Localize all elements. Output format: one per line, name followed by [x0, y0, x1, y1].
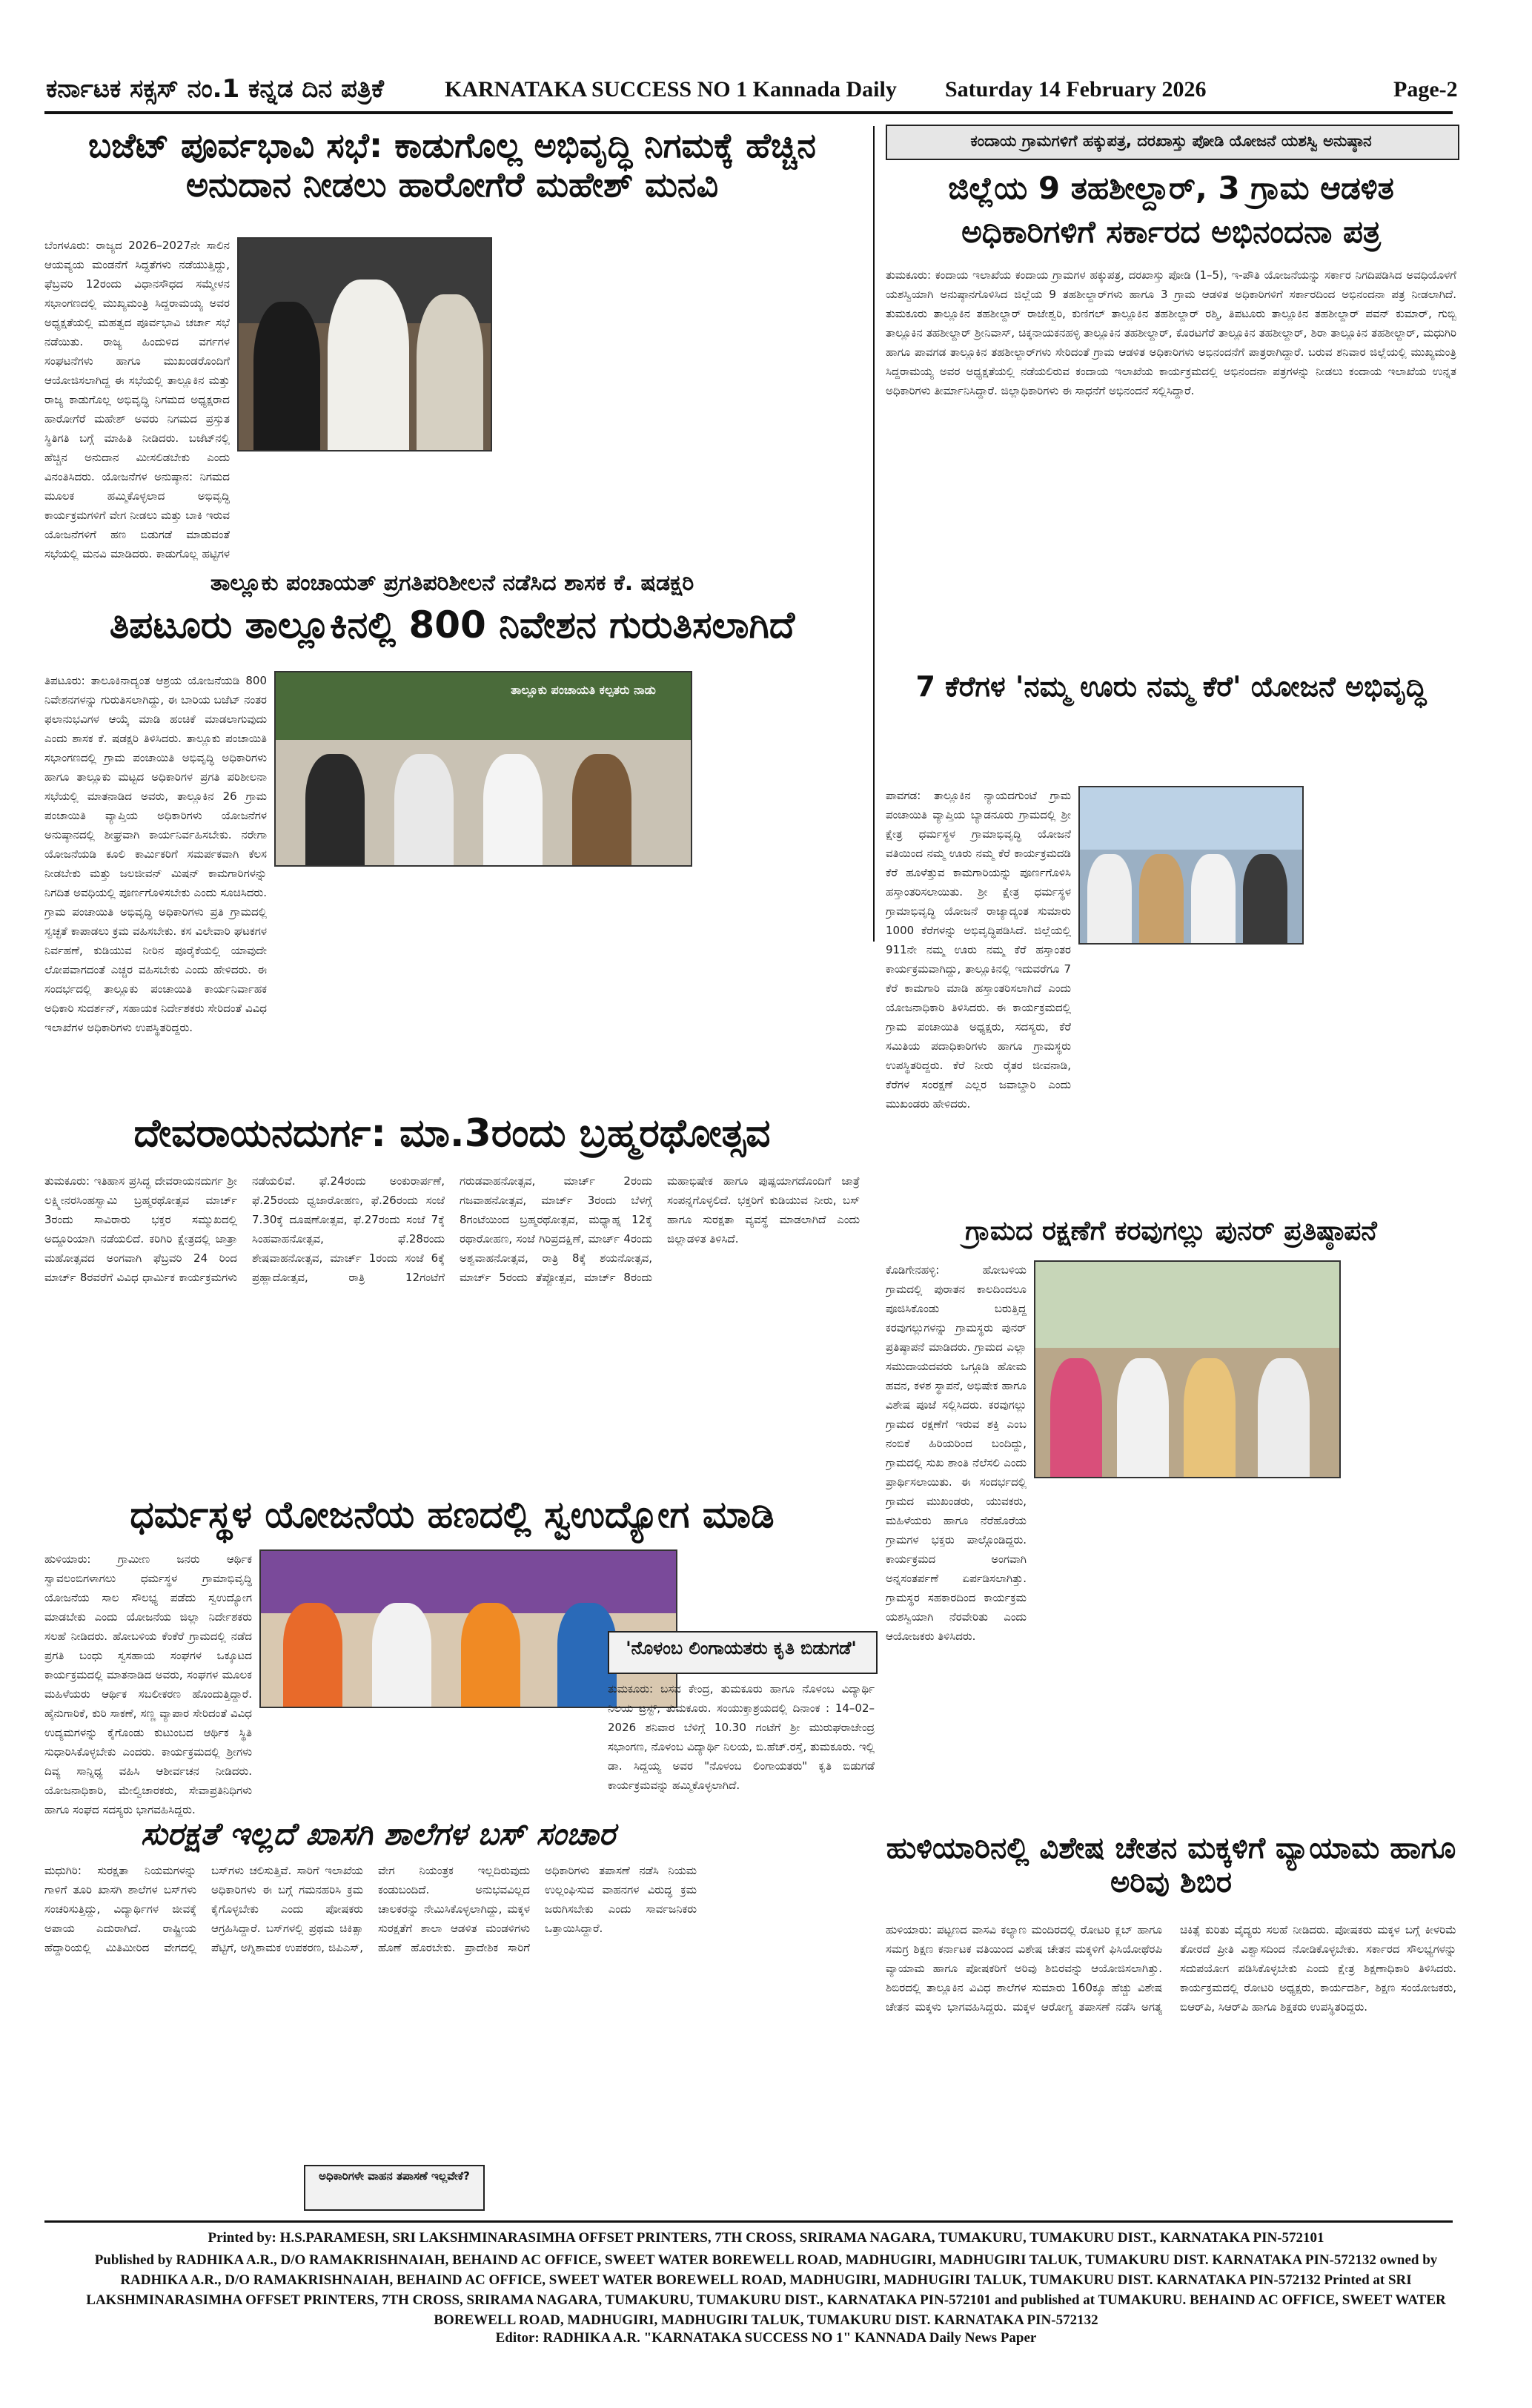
tiptur-photo: [274, 671, 692, 867]
budget-photo: [237, 237, 492, 452]
masthead-brand-kannada: ಕರ್ನಾಟಕ ಸಕ್ಸಸ್ ನಂ.1 ಕನ್ನಡ ದಿನ ಪತ್ರಿಕೆ: [46, 74, 384, 104]
village-guardian-photo: [1034, 1260, 1341, 1478]
tiptur-kicker: ತಾಲ್ಲೂಕು ಪಂಚಾಯತ್ ಪ್ರಗತಿಪರಿಶೀಲನೆ ನಡೆಸಿದ ಶಾಸಕ ಕೆ. ಷಡಕ್ಷರಿ: [210, 570, 694, 596]
village-guardian-body-cont: [1345, 1260, 1456, 1475]
dharmasthala-headline: ಧರ್ಮಸ್ಥಳ ಯೋಜನೆಯ ಹಣದಲ್ಲಿ ಸ್ವಉದ್ಯೋಗ ಮಾಡಿ: [130, 1493, 775, 1536]
felicitation-headline: ಜಿಲ್ಲೆಯ 9 ತಹಶೀಲ್ದಾರ್, 3 ಗ್ರಾಮ ಆಡಳಿತ ಅಧಿಕಾರಿಗಳಿಗೆ ಸರ್ಕಾರದ ಅಭಿನಂದನಾ ಪತ್ರ: [948, 170, 1394, 250]
lakes-photo: [1078, 786, 1304, 945]
tiptur-headline: ತಿಪಟೂರು ತಾಲ್ಲೂಕಿನಲ್ಲಿ 800 ನಿವೇಶನ ಗುರುತಿಸಲಾಗಿದೆ: [109, 603, 795, 646]
felicitation-body: ತುಮಕೂರು: ಕಂದಾಯ ಇಲಾಖೆಯ ಕಂದಾಯ ಗ್ರಾಮಗಳ ಹಕ್ಕುಪತ್ರ, ದರಖಾಸ್ತು ಪೋಡಿ (1–5), ಇ-ಪೌತಿ ಯೋಜನೆಯನ್ನು ಸರ್ಕಾರ ನಿಗದಿಪಡಿಸಿದ ಅವಧಿಯೊಳಗೆ ಯಶಸ್ವಿಯಾಗಿ ಅನುಷ್ಠಾನಗೊಳಿಸಿದ ಜಿಲ್ಲೆಯ 9 ತಹಶೀಲ್ದಾರ್‌ಗಳು ಹಾಗೂ 3 ಗ್ರಾಮ ಆಡಳಿತ ಅಧಿಕಾರಿಗಳಿಗೆ ಸರ್ಕಾರದಿಂದ ಅಭಿನಂದನಾ ಪತ್ರ ನೀಡಲಾಗಿದೆ. ತುಮಕೂರು ತಾಲ್ಲೂಕಿನ ತಹಶೀಲ್ದಾರ್ ರಾಜೇಶ್ವರಿ, ಕುಣಿಗಲ್ ತಾಲ್ಲೂಕಿನ ತಹಶೀಲ್ದಾರ್ ರಶ್ಮಿ, ತಿಪಟೂರು ತಾಲ್ಲೂಕಿನ ತಹಶೀಲ್ದಾರ್ ಪವನ್ ಕುಮಾರ್, ಗುಬ್ಬಿ ತಾಲ್ಲೂಕಿನ ತಹಶೀಲ್ದಾರ್ ಶ್ರೀನಿವಾಸ್, ಚಿಕ್ಕನಾಯಕನಹಳ್ಳಿ ತಾಲ್ಲೂಕಿನ ತಹಶೀಲ್ದಾರ್, ಕೊರಟಗೆರೆ ತಾಲ್ಲೂಕಿನ ತಹಶೀಲ್ದಾರ್, ಶಿರಾ ತಾಲ್ಲೂಕಿನ ತಹಶೀಲ್ದಾರ್, ಮಧುಗಿರಿ ಹಾಗೂ ಪಾವಗಡ ತಾಲ್ಲೂಕಿನ ತಹಶೀಲ್ದಾರ್‌ಗಳು ಸೇರಿದಂತೆ ಗ್ರಾಮ ಆಡಳಿತ ಅಧಿಕಾರಿಗಳು ಅಭಿನಂದನೆಗೆ ಪಾತ್ರರಾಗಿದ್ದಾರೆ. ಬರುವ ಶನಿವಾರ ಜಿಲ್ಲೆಯಲ್ಲಿ ಮುಖ್ಯಮಂತ್ರಿ ಸಿದ್ದರಾಮಯ್ಯ ಅವರ ಅಧ್ಯಕ್ಷತೆಯಲ್ಲಿ ನಡೆಯಲಿರುವ ಕಂದಾಯ ಇಲಾಖೆಯ ಕಾರ್ಯಕ್ರಮದಲ್ಲಿ ಅಭಿನಂದನಾ ಪತ್ರಗಳನ್ನು ನೀಡಲು ಕಂದಾಯ ಇಲಾಖೆಯ ಉನ್ನತ ಅಧಿಕಾರಿಗಳು ತೀರ್ಮಾನಿಸಿದ್ದಾರೆ. ಜಿಲ್ಲಾಧಿಕಾರಿಗಳು ಈ ಸಾಧನೆಗೆ ಅಭಿನಂದನೆ ಸಲ್ಲಿಸಿದ್ದಾರೆ.: [886, 268, 1456, 397]
rathotsava-body: ತುಮಕೂರು: ಇತಿಹಾಸ ಪ್ರಸಿದ್ಧ ದೇವರಾಯನದುರ್ಗ ಶ್ರೀ ಲಕ್ಷ್ಮೀನರಸಿಂಹಸ್ವಾಮಿ ಬ್ರಹ್ಮರಥೋತ್ಸವ ಮಾರ್ಚ್ 3ರಂದು ಸಾವಿರಾರು ಭಕ್ತರ ಸಮ್ಮುಖದಲ್ಲಿ ಅದ್ದೂರಿಯಾಗಿ ನಡೆಯಲಿದೆ. ಕರಿಗಿರಿ ಕ್ಷೇತ್ರದಲ್ಲಿ ಜಾತ್ರಾ ಮಹೋತ್ಸವದ ಅಂಗವಾಗಿ ಫೆಬ್ರವರಿ 24 ರಿಂದ ಮಾರ್ಚ್ 8ರವರೆಗೆ ವಿವಿಧ ಧಾರ್ಮಿಕ ಕಾರ್ಯಕ್ರಮಗಳು ನಡೆಯಲಿವೆ. ಫೆ.24ರಂದು ಅಂಕುರಾರ್ಪಣೆ, ಫೆ.25ರಂದು ಧ್ವಜಾರೋಹಣ, ಫೆ.26ರಂದು ಸಂಜೆ 7.30ಕ್ಕೆ ದೂಷಣೋತ್ಸವ, ಫೆ.27ರಂದು ಸಂಜೆ 7ಕ್ಕೆ ಸಿಂಹವಾಹನೋತ್ಸವ, ಫೆ.28ರಂದು ಶೇಷವಾಹನೋತ್ಸವ, ಮಾರ್ಚ್ 1ರಂದು ಸಂಜೆ 6ಕ್ಕೆ ಪ್ರಹ್ಲಾದೋತ್ಸವ, ರಾತ್ರಿ 12ಗಂಟೆಗೆ ಗರುಡವಾಹನೋತ್ಸವ, ಮಾರ್ಚ್ 2ರಂದು ಗಜವಾಹನೋತ್ಸವ, ಮಾರ್ಚ್ 3ರಂದು ಬೆಳಗ್ಗೆ 8ಗಂಟೆಯಿಂದ ಬ್ರಹ್ಮರಥೋತ್ಸವ, ಮಧ್ಯಾಹ್ನ 12ಕ್ಕೆ ರಥಾರೋಹಣ, ಸಂಜೆ ಗಿರಿಪ್ರದಕ್ಷಿಣೆ, ಮಾರ್ಚ್ 4ರಂದು ಅಶ್ವವಾಹನೋತ್ಸವ, ರಾತ್ರಿ 8ಕ್ಕೆ ಶಯನೋತ್ಸವ, ಮಾರ್ಚ್ 5ರಂದು ತೆಪ್ಪೋತ್ಸವ, ಮಾರ್ಚ್ 8ರಂದು ಮಹಾಭಿಷೇಕ ಹಾಗೂ ಪುಷ್ಪಯಾಗದೊಂದಿಗೆ ಜಾತ್ರೆ ಸಂಪನ್ನಗೊಳ್ಳಲಿದೆ. ಭಕ್ತರಿಗೆ ಕುಡಿಯುವ ನೀರು, ಬಸ್ ಹಾಗೂ ಸುರಕ್ಷತಾ ವ್ಯವಸ್ಥೆ ಮಾಡಲಾಗಿದೆ ಎಂದು ಜಿಲ್ಲಾಡಳಿತ ತಿಳಿಸಿದೆ.: [44, 1174, 860, 1284]
felicitation-kicker: ಕಂದಾಯ ಗ್ರಾಮಗಳಿಗೆ ಹಕ್ಕುಪತ್ರ, ದರಖಾಸ್ತು ಪೋಡಿ ಯೋಜನೆ ಯಶಸ್ವಿ ಅನುಷ್ಠಾನ: [970, 132, 1372, 150]
huliyar-camp-headline: ಹುಳಿಯಾರಿನಲ್ಲಿ ವಿಶೇಷ ಚೇತನ ಮಕ್ಕಳಿಗೆ ವ್ಯಾಯಾಮ ಹಾಗೂ ಅರಿವು ಶಿಬಿರ: [886, 1831, 1456, 1899]
village-guardian-body: ಕೊಡಿಗೇನಹಳ್ಳಿ: ಹೋಬಳಿಯ ಗ್ರಾಮದಲ್ಲಿ ಪುರಾತನ ಕಾಲದಿಂದಲೂ ಪೂಜಿಸಿಕೊಂಡು ಬರುತ್ತಿದ್ದ ಕರವುಗಲ್ಲುಗಳನ್ನು ಗ್ರಾಮಸ್ಥರು ಪುನರ್ ಪ್ರತಿಷ್ಠಾಪನೆ ಮಾಡಿದರು. ಗ್ರಾಮದ ಎಲ್ಲಾ ಸಮುದಾಯದವರು ಒಗ್ಗೂಡಿ ಹೋಮ ಹವನ, ಕಳಶ ಸ್ಥಾಪನೆ, ಅಭಿಷೇಕ ಹಾಗೂ ವಿಶೇಷ ಪೂಜೆ ಸಲ್ಲಿಸಿದರು. ಕರವುಗಲ್ಲು ಗ್ರಾಮದ ರಕ್ಷಣೆಗೆ ಇರುವ ಶಕ್ತಿ ಎಂಬ ನಂಬಿಕೆ ಹಿರಿಯರಿಂದ ಬಂದಿದ್ದು, ಗ್ರಾಮದಲ್ಲಿ ಸುಖ ಶಾಂತಿ ನೆಲೆಸಲಿ ಎಂದು ಪ್ರಾರ್ಥಿಸಲಾಯಿತು. ಈ ಸಂದರ್ಭದಲ್ಲಿ ಗ್ರಾಮದ ಮುಖಂಡರು, ಯುವಕರು, ಮಹಿಳೆಯರು ಹಾಗೂ ನೆರೆಹೊರೆಯ ಗ್ರಾಮಗಳ ಭಕ್ತರು ಪಾಲ್ಗೊಂಡಿದ್ದರು. ಕಾರ್ಯಕ್ರಮದ ಅಂಗವಾಗಿ ಅನ್ನಸಂತರ್ಪಣೆ ಏರ್ಪಡಿಸಲಾಗಿತ್ತು. ಗ್ರಾಮಸ್ಥರ ಸಹಕಾರದಿಂದ ಕಾರ್ಯಕ್ರಮ ಯಶಸ್ವಿಯಾಗಿ ನೆರವೇರಿತು ಎಂದು ಆಯೋಜಕರು ತಿಳಿಸಿದರು.: [886, 1263, 1027, 1643]
budget-body: ಬೆಂಗಳೂರು: ರಾಜ್ಯದ 2026–2027ನೇ ಸಾಲಿನ ಆಯವ್ಯಯ ಮಂಡನೆಗೆ ಸಿದ್ಧತೆಗಳು ನಡೆಯುತ್ತಿದ್ದು, ಫೆಬ್ರವರಿ 12ರಂದು ವಿಧಾನಸೌಧದ ಸಮ್ಮೇಳನ ಸಭಾಂಗಣದಲ್ಲಿ ಮುಖ್ಯಮಂತ್ರಿ ಸಿದ್ದರಾಮಯ್ಯ ಅವರ ಅಧ್ಯಕ್ಷತೆಯಲ್ಲಿ ಮಹತ್ವದ ಪೂರ್ವಭಾವಿ ಚರ್ಚಾ ಸಭೆ ನಡೆಯಿತು. ರಾಜ್ಯ ಹಿಂದುಳಿದ ವರ್ಗಗಳ ಸಂಘಟನೆಗಳು ಹಾಗೂ ಮುಖಂಡರೊಂದಿಗೆ ಆಯೋಜಿಸಲಾಗಿದ್ದ ಈ ಸಭೆಯಲ್ಲಿ ತಾಲ್ಲೂಕಿನ ಮತ್ತು ರಾಜ್ಯ ಕಾಡುಗೊಲ್ಲ ಅಭಿವೃದ್ಧಿ ನಿಗಮದ ಅಧ್ಯಕ್ಷರಾದ ಹಾರೋಗೆರೆ ಮಹೇಶ್ ಅವರು ನಿಗಮದ ಪ್ರಸ್ತುತ ಸ್ಥಿತಿಗತಿ ಬಗ್ಗೆ ಮಾಹಿತಿ ನೀಡಿದರು. ಬಜೆಟ್‌ನಲ್ಲಿ ಹೆಚ್ಚಿನ ಅನುದಾನ ಮೀಸಲಿಡಬೇಕು ಎಂದು ವಿನಂತಿಸಿದರು. ಯೋಜನೆಗಳ ಅನುಷ್ಠಾನ: ನಿಗಮದ ಮೂಲಕ ಹಮ್ಮಿಕೊಳ್ಳಲಾದ ಅಭಿವೃದ್ಧಿ ಕಾರ್ಯಕ್ರಮಗಳಿಗೆ ವೇಗ ನೀಡಲು ಮತ್ತು ಬಾಕಿ ಇರುವ ಯೋಜನೆಗಳಿಗೆ ಹಣ ಬಿಡುಗಡೆ ಮಾಡುವಂತೆ ಸಭೆಯಲ್ಲಿ ಮನವಿ ಮಾಡಿದರು. ಕಾಡುಗೊಲ್ಲ ಹಟ್ಟಿಗಳ: [44, 239, 230, 560]
masthead-date: Saturday 14 February 2026: [945, 77, 1207, 102]
village-guardian-headline: ಗ್ರಾಮದ ರಕ್ಷಣೆಗೆ ಕರವುಗಲ್ಲು ಪುನರ್ ಪ್ರತಿಷ್ಠಾಪನೆ: [965, 1216, 1377, 1246]
masthead-brand-english: KARNATAKA SUCCESS NO 1 Kannada Daily: [445, 77, 897, 102]
page-number: Page-2: [1393, 77, 1458, 102]
footer-editor-line: Editor: RADHIKA A.R. "KARNATAKA SUCCESS NO 1" KANNADA Daily News Paper: [495, 2330, 1037, 2346]
school-bus-headline: ಸುರಕ್ಷತೆ ಇಲ್ಲದೆ ಖಾಸಗಿ ಶಾಲೆಗಳ ಬಸ್ ಸಂಚಾರ: [141, 1816, 615, 1852]
book-release-body: ತುಮಕೂರು: ಬಸವ ಕೇಂದ್ರ, ತುಮಕೂರು ಹಾಗೂ ನೊಳಂಬ ವಿದ್ಯಾರ್ಥಿ ನಿಲಯ ಟ್ರಸ್ಟ್, ತುಮಕೂರು. ಸಂಯುಕ್ತಾಶ್ರಯದಲ್ಲಿ ದಿನಾಂಕ : 14–02–2026 ಶನಿವಾರ ಬೆಳಿಗ್ಗೆ 10.30 ಗಂಟೆಗೆ ಶ್ರೀ ಮುರುಘರಾಜೇಂದ್ರ ಸಭಾಂಗಣ, ನೊಳಂಬ ವಿದ್ಯಾರ್ಥಿ ನಿಲಯ, ಬಿ.ಹೆಚ್.ರಸ್ತೆ, ತುಮಕೂರು. ಇಲ್ಲಿ ಡಾ. ಸಿದ್ದಯ್ಯ ಅವರ "ನೊಳಂಬ ಲಿಂಗಾಯತರು" ಕೃತಿ ಬಿಡುಗಡೆ ಕಾರ್ಯಕ್ರಮವನ್ನು ಹಮ್ಮಿಕೊಳ್ಳಲಾಗಿದೆ.: [608, 1682, 875, 1792]
footer-rule: [44, 2220, 1453, 2223]
huliyar-camp-body: ಹುಳಿಯಾರು: ಪಟ್ಟಣದ ವಾಸವಿ ಕಲ್ಯಾಣ ಮಂದಿರದಲ್ಲಿ ರೋಟರಿ ಕ್ಲಬ್ ಹಾಗೂ ಸಮಗ್ರ ಶಿಕ್ಷಣ ಕರ್ನಾಟಕ ವತಿಯಿಂದ ವಿಶೇಷ ಚೇತನ ಮಕ್ಕಳಿಗೆ ಫಿಸಿಯೋಥೆರಪಿ ವ್ಯಾಯಾಮ ಹಾಗೂ ಪೋಷಕರಿಗೆ ಅರಿವು ಶಿಬಿರವನ್ನು ಆಯೋಜಿಸಲಾಗಿತ್ತು. ಶಿಬಿರದಲ್ಲಿ ತಾಲ್ಲೂಕಿನ ವಿವಿಧ ಶಾಲೆಗಳ ಸುಮಾರು 160ಕ್ಕೂ ಹೆಚ್ಚು ವಿಶೇಷ ಚೇತನ ಮಕ್ಕಳು ಭಾಗವಹಿಸಿದ್ದರು. ಮಕ್ಕಳ ಆರೋಗ್ಯ ತಪಾಸಣೆ ನಡೆಸಿ ಅಗತ್ಯ ಚಿಕಿತ್ಸೆ ಕುರಿತು ವೈದ್ಯರು ಸಲಹೆ ನೀಡಿದರು. ಪೋಷಕರು ಮಕ್ಕಳ ಬಗ್ಗೆ ಕೀಳರಿಮೆ ತೋರದೆ ಪ್ರೀತಿ ವಿಶ್ವಾಸದಿಂದ ನೋಡಿಕೊಳ್ಳಬೇಕು. ಸರ್ಕಾರದ ಸೌಲಭ್ಯಗಳನ್ನು ಸದುಪಯೋಗ ಪಡಿಸಿಕೊಳ್ಳಬೇಕು ಎಂದು ಕ್ಷೇತ್ರ ಶಿಕ್ಷಣಾಧಿಕಾರಿ ತಿಳಿಸಿದರು. ಕಾರ್ಯಕ್ರಮದಲ್ಲಿ ರೋಟರಿ ಅಧ್ಯಕ್ಷರು, ಕಾರ್ಯದರ್ಶಿ, ಶಿಕ್ಷಣ ಸಂಯೋಜಕರು, ಬಿಆರ್‌ಪಿ, ಸಿಆರ್‌ಪಿ ಹಾಗೂ ಶಿಕ್ಷಕರು ಉಪಸ್ಥಿತರಿದ್ದರು.: [886, 1923, 1456, 2014]
school-bus-note: ಅಧಿಕಾರಿಗಳೇ ವಾಹನ ತಪಾಸಣೆ ಇಲ್ಲವೇಕೆ?: [319, 2169, 470, 2183]
dharmasthala-body: ಹುಳಿಯಾರು: ಗ್ರಾಮೀಣ ಜನರು ಆರ್ಥಿಕ ಸ್ವಾವಲಂಬಿಗಳಾಗಲು ಧರ್ಮಸ್ಥಳ ಗ್ರಾಮಾಭಿವೃದ್ಧಿ ಯೋಜನೆಯ ಸಾಲ ಸೌಲಭ್ಯ ಪಡೆದು ಸ್ವಉದ್ಯೋಗ ಮಾಡಬೇಕು ಎಂದು ಯೋಜನೆಯ ಜಿಲ್ಲಾ ನಿರ್ದೇಶಕರು ಸಲಹೆ ನೀಡಿದರು. ಹೋಬಳಿಯ ಕೆಂಕೆರೆ ಗ್ರಾಮದಲ್ಲಿ ನಡೆದ ಪ್ರಗತಿ ಬಂಧು ಸ್ವಸಹಾಯ ಸಂಘಗಳ ಒಕ್ಕೂಟದ ಕಾರ್ಯಕ್ರಮದಲ್ಲಿ ಮಾತನಾಡಿದ ಅವರು, ಸಂಘಗಳ ಮೂಲಕ ಮಹಿಳೆಯರು ಆರ್ಥಿಕ ಸಬಲೀಕರಣ ಹೊಂದುತ್ತಿದ್ದಾರೆ. ಹೈನುಗಾರಿಕೆ, ಕುರಿ ಸಾಕಣೆ, ಸಣ್ಣ ವ್ಯಾಪಾರ ಸೇರಿದಂತೆ ವಿವಿಧ ಉದ್ಯಮಗಳನ್ನು ಕೈಗೊಂಡು ಕುಟುಂಬದ ಆರ್ಥಿಕ ಸ್ಥಿತಿ ಸುಧಾರಿಸಿಕೊಳ್ಳಬೇಕು ಎಂದರು. ಕಾರ್ಯಕ್ರಮದಲ್ಲಿ ಶ್ರೀಗಳು ದಿವ್ಯ ಸಾನ್ನಿಧ್ಯ ವಹಿಸಿ ಆಶೀರ್ವಚನ ನೀಡಿದರು. ಯೋಜನಾಧಿಕಾರಿ, ಮೇಲ್ವಿಚಾರಕರು, ಸೇವಾಪ್ರತಿನಿಧಿಗಳು ಹಾಗೂ ಸಂಘದ ಸದಸ್ಯರು ಭಾಗವಹಿಸಿದ್ದರು.: [44, 1552, 252, 1816]
book-release-headline: 'ನೊಳಂಬ ಲಿಂಗಾಯತರು ಕೃತಿ ಬಿಡುಗಡೆ': [626, 1638, 857, 1658]
footer-publisher-line: Published by RADHIKA A.R., D/O RAMAKRISHNAIAH, BEHAIND AC OFFICE, SWEET WATER BOREWELL ROAD, MADHUGIRI, MADHUGIRI TALUK, TUMAKURU DIST. KARNATAKA PIN-572132 owned by RADHIKA A.R., D/O RAMAKRISHNAIAH, BEHAIND AC OFFICE, SWEET WATER BOREWELL ROAD, MADHUGIRI, MADHUGIRI TALUK, TUMAKURU DIST. KARNATAKA PIN-572132 Printed at SRI LAKSHMINARASIMHA OFFSET PRINTERS, 7TH CROSS, SRIRAMA NAGARA, TUMAKURU, TUMAKURU DIST., KARNATAKA PIN-572101 and published at TUMAKURU. BEHAIND AC OFFICE, SWEET WATER BOREWELL ROAD, MADHUGIRI, MADHUGIRI TALUK, TUMAKURU DIST. KARNATAKA PIN-572132: [86, 2252, 1446, 2328]
budget-body-cont: [237, 456, 860, 560]
tiptur-photo-banner: ತಾಲ್ಲೂಕು ಪಂಚಾಯತಿ ಕಲ್ಪತರು ನಾಡು: [511, 683, 656, 697]
lakes-body: ಪಾವಗಡ: ತಾಲ್ಲೂಕಿನ ನ್ಯಾಯದಗುಂಟೆ ಗ್ರಾಮ ಪಂಚಾಯಿತಿ ವ್ಯಾಪ್ತಿಯ ಬ್ಯಾಡನೂರು ಗ್ರಾಮದಲ್ಲಿ ಶ್ರೀ ಕ್ಷೇತ್ರ ಧರ್ಮಸ್ಥಳ ಗ್ರಾಮಾಭಿವೃದ್ಧಿ ಯೋಜನೆ ವತಿಯಿಂದ ನಮ್ಮ ಊರು ನಮ್ಮ ಕೆರೆ ಕಾರ್ಯಕ್ರಮದಡಿ ಕೆರೆ ಹೂಳೆತ್ತುವ ಕಾಮಗಾರಿಯನ್ನು ಪೂರ್ಣಗೊಳಿಸಿ ಹಸ್ತಾಂತರಿಸಲಾಯಿತು. ಶ್ರೀ ಕ್ಷೇತ್ರ ಧರ್ಮಸ್ಥಳ ಗ್ರಾಮಾಭಿವೃದ್ಧಿ ಯೋಜನೆ ರಾಜ್ಯಾದ್ಯಂತ ಸುಮಾರು 1000 ಕೆರೆಗಳನ್ನು ಅಭಿವೃದ್ಧಿಪಡಿಸಿದೆ. ಜಿಲ್ಲೆಯಲ್ಲಿ 911ನೇ ನಮ್ಮ ಊರು ನಮ್ಮ ಕೆರೆ ಹಸ್ತಾಂತರ ಕಾರ್ಯಕ್ರಮವಾಗಿದ್ದು, ತಾಲ್ಲೂಕಿನಲ್ಲಿ ಇದುವರೆಗೂ 7 ಕೆರೆ ಕಾಮಗಾರಿ ಮಾಡಿ ಹಸ್ತಾಂತರಿಸಲಾಗಿದೆ ಎಂದು ಯೋಜನಾಧಿಕಾರಿ ತಿಳಿಸಿದರು. ಈ ಕಾರ್ಯಕ್ರಮದಲ್ಲಿ ಗ್ರಾಮ ಪಂಚಾಯಿತಿ ಅಧ್ಯಕ್ಷರು, ಸದಸ್ಯರು, ಕೆರೆ ಸಮಿತಿಯ ಪದಾಧಿಕಾರಿಗಳು ಹಾಗೂ ಗ್ರಾಮಸ್ಥರು ಉಪಸ್ಥಿತರಿದ್ದರು. ಕೆರೆ ನೀರು ರೈತರ ಜೀವನಾಡಿ, ಕೆರೆಗಳ ಸಂರಕ್ಷಣೆ ಎಲ್ಲರ ಜವಾಬ್ದಾರಿ ಎಂದು ಮುಖಂಡರು ಹೇಳಿದರು.: [886, 789, 1071, 1111]
masthead-rule: [44, 111, 1453, 114]
tiptur-body-cont: [697, 671, 860, 1101]
rathotsava-headline: ದೇವರಾಯನದುರ್ಗ: ಮಾ.3ರಂದು ಬ್ರಹ್ಮರಥೋತ್ಸವ: [133, 1111, 771, 1156]
lakes-body-cont: [1308, 786, 1456, 1186]
school-bus-body: ಮಧುಗಿರಿ: ಸುರಕ್ಷತಾ ನಿಯಮಗಳನ್ನು ಗಾಳಿಗೆ ತೂರಿ ಖಾಸಗಿ ಶಾಲೆಗಳ ಬಸ್‌ಗಳು ಸಂಚರಿಸುತ್ತಿದ್ದು, ವಿದ್ಯಾರ್ಥಿಗಳ ಜೀವಕ್ಕೆ ಅಪಾಯ ಎದುರಾಗಿದೆ. ರಾಷ್ಟ್ರೀಯ ಹೆದ್ದಾರಿಯಲ್ಲಿ ಮಿತಿಮೀರಿದ ವೇಗದಲ್ಲಿ ಬಸ್‌ಗಳು ಚಲಿಸುತ್ತಿವೆ. ಸಾರಿಗೆ ಇಲಾಖೆಯ ಅಧಿಕಾರಿಗಳು ಈ ಬಗ್ಗೆ ಗಮನಹರಿಸಿ ಕ್ರಮ ಕೈಗೊಳ್ಳಬೇಕು ಎಂದು ಪೋಷಕರು ಆಗ್ರಹಿಸಿದ್ದಾರೆ. ಬಸ್‌ಗಳಲ್ಲಿ ಪ್ರಥಮ ಚಿಕಿತ್ಸಾ ಪೆಟ್ಟಿಗೆ, ಅಗ್ನಿಶಾಮಕ ಉಪಕರಣ, ಜಿಪಿಎಸ್, ವೇಗ ನಿಯಂತ್ರಕ ಇಲ್ಲದಿರುವುದು ಕಂಡುಬಂದಿದೆ. ಅನುಭವವಿಲ್ಲದ ಚಾಲಕರನ್ನು ನೇಮಿಸಿಕೊಳ್ಳಲಾಗಿದ್ದು, ಮಕ್ಕಳ ಸುರಕ್ಷತೆಗೆ ಶಾಲಾ ಆಡಳಿತ ಮಂಡಳಿಗಳು ಹೊಣೆ ಹೊರಬೇಕು. ಪ್ರಾದೇಶಿಕ ಸಾರಿಗೆ ಅಧಿಕಾರಿಗಳು ತಪಾಸಣೆ ನಡೆಸಿ ನಿಯಮ ಉಲ್ಲಂಘಿಸುವ ವಾಹನಗಳ ವಿರುದ್ಧ ಕ್ರಮ ಜರುಗಿಸಬೇಕು ಎಂದು ಸಾರ್ವಜನಿಕರು ಒತ್ತಾಯಿಸಿದ್ದಾರೆ.: [44, 1864, 697, 1954]
column-rule: [873, 126, 875, 942]
lakes-headline: 7 ಕೆರೆಗಳ 'ನಮ್ಮ ಊರು ನಮ್ಮ ಕೆರೆ' ಯೋಜನೆ ಅಭಿವೃದ್ಧಿ: [915, 670, 1427, 703]
footer-printer-line: Printed by: H.S.PARAMESH, SRI LAKSHMINARASIMHA OFFSET PRINTERS, 7TH CROSS, SRIRAMA NAGARA, TUMAKURU, TUMAKURU DIST., KARNATAKA PIN-572101: [208, 2230, 1324, 2246]
budget-headline: ಬಜೆಟ್ ಪೂರ್ವಭಾವಿ ಸಭೆ: ಕಾಡುಗೊಲ್ಲ ಅಭಿವೃದ್ಧಿ ನಿಗಮಕ್ಕೆ ಹೆಚ್ಚಿನ ಅನುದಾನ ನೀಡಲು ಹಾರೋಗೆರೆ ಮಹೇಶ್ ಮನವಿ: [88, 125, 816, 205]
tiptur-body: ತಿಪಟೂರು: ತಾಲೂಕಿನಾದ್ಯಂತ ಆಶ್ರಯ ಯೋಜನೆಯಡಿ 800 ನಿವೇಶನಗಳನ್ನು ಗುರುತಿಸಲಾಗಿದ್ದು, ಈ ಬಾರಿಯ ಬಜೆಟ್ ನಂತರ ಫಲಾನುಭವಿಗಳ ಆಯ್ಕೆ ಮಾಡಿ ಹಂಚಿಕೆ ಮಾಡಲಾಗುವುದು ಎಂದು ಶಾಸಕ ಕೆ. ಷಡಕ್ಷರಿ ತಿಳಿಸಿದರು. ತಾಲ್ಲೂಕು ಪಂಚಾಯಿತಿ ಸಭಾಂಗಣದಲ್ಲಿ ಗ್ರಾಮ ಪಂಚಾಯಿತಿ ಅಭಿವೃದ್ಧಿ ಅಧಿಕಾರಿಗಳು ಹಾಗೂ ತಾಲ್ಲೂಕು ಮಟ್ಟದ ಅಧಿಕಾರಿಗಳ ಪ್ರಗತಿ ಪರಿಶೀಲನಾ ಸಭೆಯಲ್ಲಿ ಮಾತನಾಡಿದ ಅವರು, ತಾಲ್ಲೂಕಿನ 26 ಗ್ರಾಮ ಪಂಚಾಯಿತಿ ವ್ಯಾಪ್ತಿಯ ಅಧಿಕಾರಿಗಳು ಯೋಜನೆಗಳ ಅನುಷ್ಠಾನದಲ್ಲಿ ಶೀಘ್ರವಾಗಿ ಕಾರ್ಯನಿರ್ವಹಿಸಬೇಕು. ನರೇಗಾ ಯೋಜನೆಯಡಿ ಕೂಲಿ ಕಾರ್ಮಿಕರಿಗೆ ಸಮರ್ಪಕವಾಗಿ ಕೆಲಸ ನೀಡಬೇಕು ಮತ್ತು ಜಲಜೀವನ್ ಮಿಷನ್ ಕಾಮಗಾರಿಗಳನ್ನು ನಿಗದಿತ ಅವಧಿಯಲ್ಲಿ ಪೂರ್ಣಗೊಳಿಸಬೇಕು ಎಂದು ಸೂಚಿಸಿದರು. ಗ್ರಾಮ ಪಂಚಾಯಿತಿ ಅಭಿವೃದ್ಧಿ ಅಧಿಕಾರಿಗಳು ಪ್ರತಿ ಗ್ರಾಮದಲ್ಲಿ ಸ್ವಚ್ಛತೆ ಕಾಪಾಡಲು ಕ್ರಮ ವಹಿಸಬೇಕು. ಕಸ ವಿಲೇವಾರಿ ಘಟಕಗಳ ನಿರ್ವಹಣೆ, ಕುಡಿಯುವ ನೀರಿನ ಪೂರೈಕೆಯಲ್ಲಿ ಯಾವುದೇ ಲೋಪವಾಗದಂತೆ ಎಚ್ಚರ ವಹಿಸಬೇಕು ಎಂದು ಹೇಳಿದರು. ಈ ಸಂದರ್ಭದಲ್ಲಿ ತಾಲ್ಲೂಕು ಪಂಚಾಯಿತಿ ಕಾರ್ಯನಿರ್ವಾಹಕ ಅಧಿಕಾರಿ ಸುದರ್ಶನ್, ಸಹಾಯಕ ನಿರ್ದೇಶಕರು ಸೇರಿದಂತೆ ವಿವಿಧ ಇಲಾಖೆಗಳ ಅಧಿಕಾರಿಗಳು ಉಪಸ್ಥಿತರಿದ್ದರು.: [44, 674, 267, 1034]
